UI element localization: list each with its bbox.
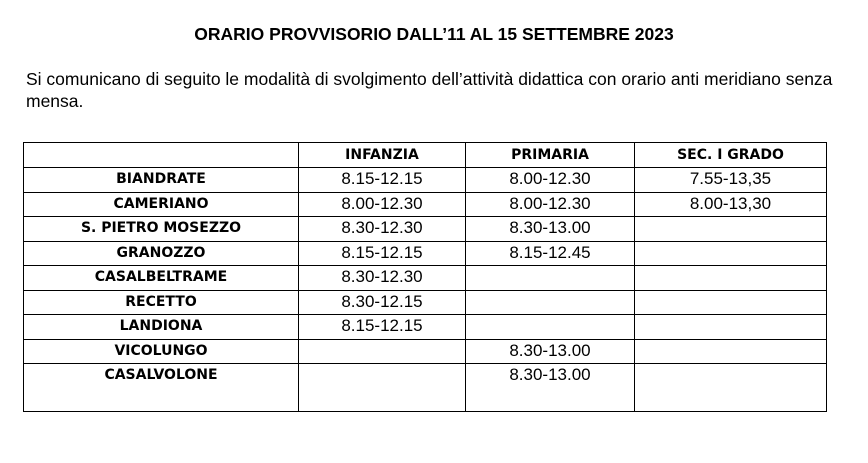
plesso-name: VICOLUNGO	[24, 339, 299, 364]
plesso-name: LANDIONA	[24, 315, 299, 340]
infanzia-time: 8.30-12.30	[299, 217, 466, 242]
infanzia-time: 8.15-12.15	[299, 315, 466, 340]
secondaria-time	[635, 339, 827, 364]
document-title: ORARIO PROVVISORIO DALL’11 AL 15 SETTEMBRE 2023	[194, 24, 674, 44]
plesso-name: GRANOZZO	[24, 241, 299, 266]
secondaria-time: 8.00-13,30	[635, 192, 827, 217]
secondaria-time	[635, 241, 827, 266]
primaria-time: 8.30-13.00	[466, 364, 635, 412]
table-row	[24, 168, 827, 193]
table-row	[24, 290, 827, 315]
infanzia-time: 8.15-12.15	[299, 168, 466, 193]
primaria-time: 8.00-12.30	[466, 192, 635, 217]
secondaria-time	[635, 217, 827, 242]
infanzia-time	[299, 339, 466, 364]
plesso-name: CASALVOLONE	[24, 364, 299, 412]
primaria-time: 8.15-12.45	[466, 241, 635, 266]
header-infanzia: INFANZIA	[299, 143, 466, 168]
secondaria-time: 7.55-13,35	[635, 168, 827, 193]
plesso-name: S. PIETRO MOSEZZO	[24, 217, 299, 242]
primaria-time	[466, 315, 635, 340]
table-row	[24, 241, 827, 266]
secondaria-time	[635, 364, 827, 412]
plesso-name: BIANDRATE	[24, 168, 299, 193]
infanzia-time: 8.30-12.30	[299, 266, 466, 291]
header-secondaria: SEC. I GRADO	[635, 143, 827, 168]
table-row	[24, 192, 827, 217]
infanzia-time: 8.30-12.15	[299, 290, 466, 315]
table-row	[24, 339, 827, 364]
intro-paragraph: Si comunicano di seguito le modalità di svolgimento dell’attività didattica con orario anti meridiano senza mensa.	[26, 69, 833, 111]
table-row	[24, 217, 827, 242]
infanzia-time: 8.15-12.15	[299, 241, 466, 266]
table-header-row	[24, 143, 827, 168]
table-row	[24, 364, 827, 412]
secondaria-time	[635, 290, 827, 315]
plesso-name: CAMERIANO	[24, 192, 299, 217]
primaria-time	[466, 266, 635, 291]
table-row	[24, 315, 827, 340]
primaria-time: 8.00-12.30	[466, 168, 635, 193]
secondaria-time	[635, 315, 827, 340]
header-plesso	[24, 143, 299, 168]
table-row	[24, 266, 827, 291]
infanzia-time: 8.00-12.30	[299, 192, 466, 217]
infanzia-time	[299, 364, 466, 412]
secondaria-time	[635, 266, 827, 291]
primaria-time	[466, 290, 635, 315]
plesso-name: RECETTO	[24, 290, 299, 315]
plesso-name: CASALBELTRAME	[24, 266, 299, 291]
primaria-time: 8.30-13.00	[466, 339, 635, 364]
schedule-table	[23, 142, 827, 412]
primaria-time: 8.30-13.00	[466, 217, 635, 242]
header-primaria: PRIMARIA	[466, 143, 635, 168]
